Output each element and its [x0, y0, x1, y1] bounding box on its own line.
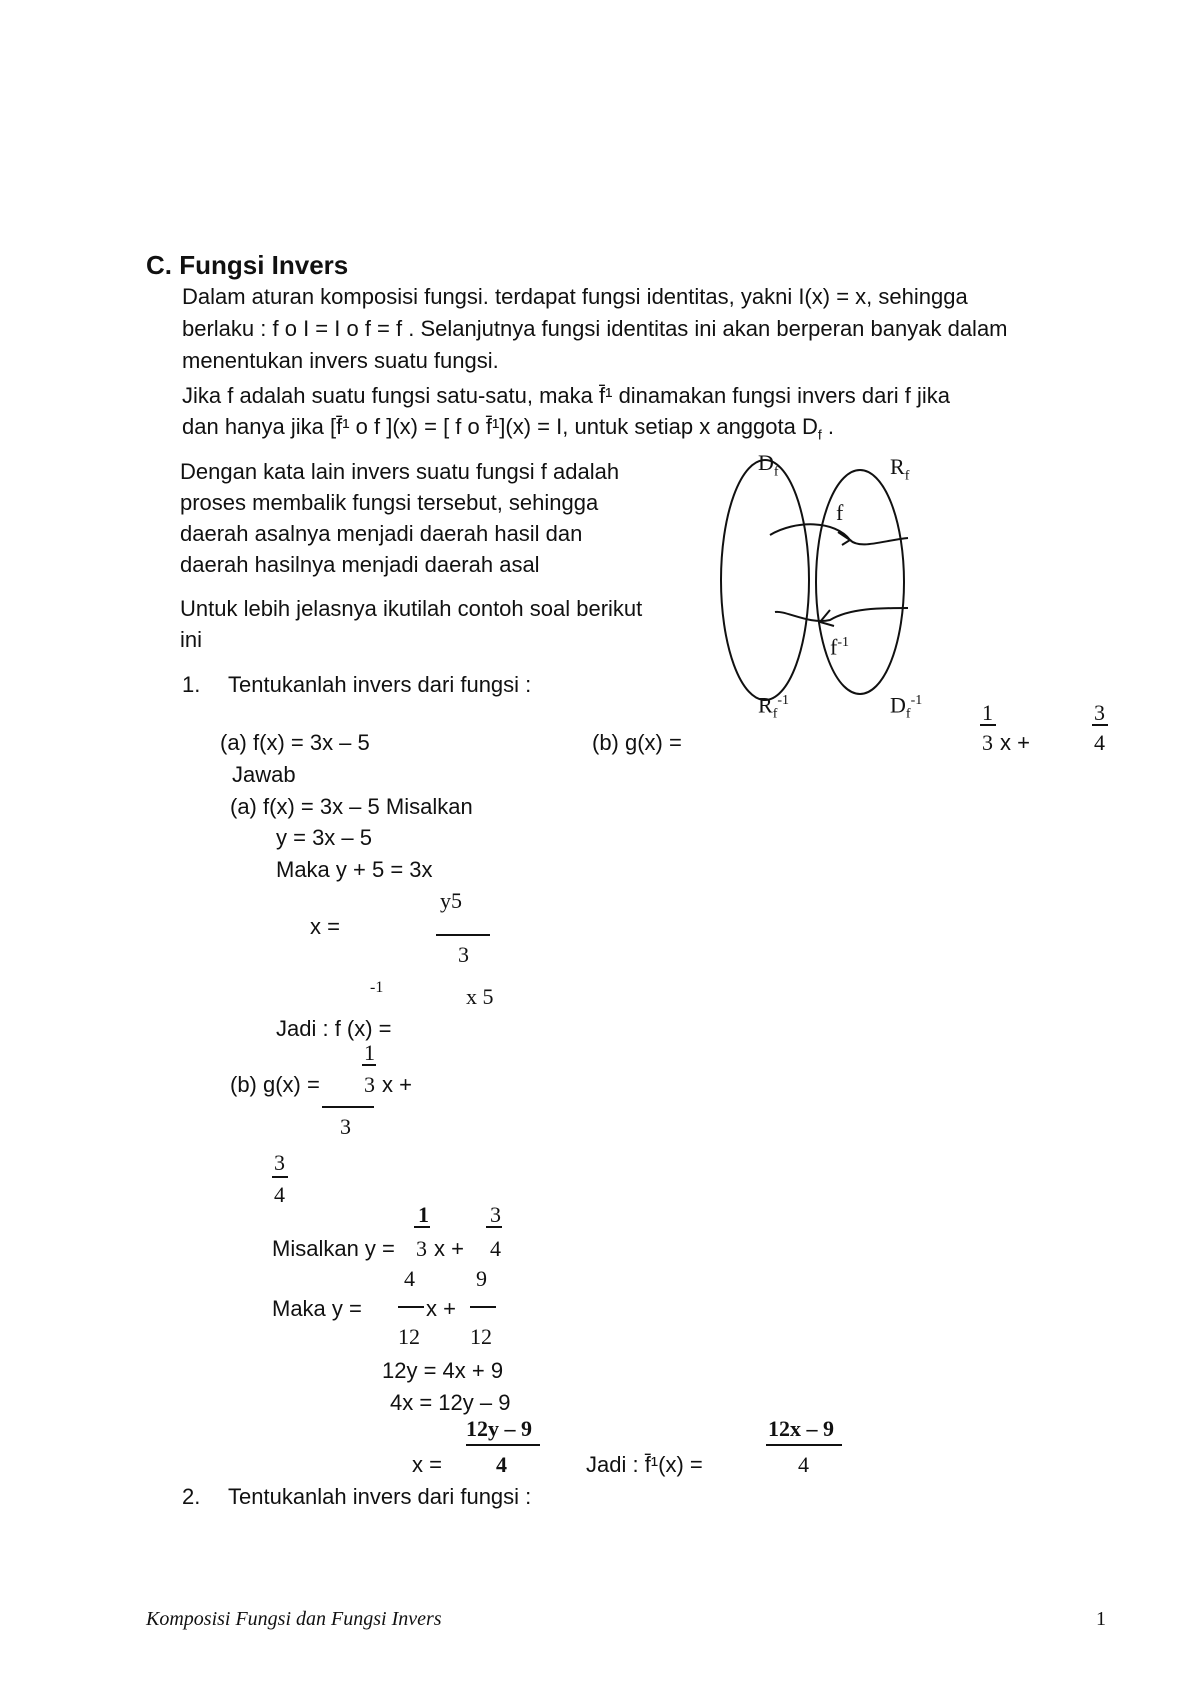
problem-1-text: Tentukanlah invers dari fungsi :	[228, 672, 532, 697]
misalkan-frac2-bar	[486, 1226, 502, 1228]
maka-num-2: 9	[476, 1266, 487, 1291]
answer-b-frac2-den: 4	[274, 1182, 285, 1207]
rf-subscript: f	[904, 468, 910, 484]
maka-den-2: 12	[470, 1324, 492, 1349]
f-arrow	[770, 524, 908, 544]
intro-line-1: Dalam aturan komposisi fungsi. terdapat fungsi identitas, yakni I(x) = x, sehingga	[182, 284, 968, 309]
answer-a-jadi: Jadi : f (x) =	[276, 1016, 392, 1041]
answer-b-x-plus: x +	[382, 1072, 412, 1097]
problem-2-number: 2.	[182, 1484, 201, 1509]
rf-inv-letter: R	[758, 692, 773, 718]
maka-label: Maka y =	[272, 1296, 362, 1321]
intro-line-5	[182, 414, 834, 447]
answer-b-den2: 3	[340, 1114, 351, 1139]
df-subscript: f	[773, 464, 779, 480]
problem-1b-frac1-num: 1	[982, 700, 993, 725]
misalkan-x-plus: x +	[434, 1236, 464, 1261]
maka-num-1: 4	[404, 1266, 415, 1291]
answer-b-frac2-num: 3	[274, 1150, 285, 1175]
finv-superscript: -1	[837, 635, 849, 650]
intro-line-3: menentukan invers suatu fungsi.	[182, 348, 499, 373]
jadi-frac-bar	[766, 1444, 842, 1446]
answer-a-result-num: x 5	[466, 984, 494, 1009]
misalkan-label: Misalkan y =	[272, 1236, 395, 1261]
misalkan-frac1-den: 3	[416, 1236, 427, 1261]
intro-line-2: berlaku : f o I = I o f = f . Selanjutnya fungsi identitas ini akan berperan banyak dalam	[182, 316, 1008, 341]
x-frac-bar	[466, 1444, 540, 1446]
x-frac-num: 12y – 9	[466, 1416, 532, 1441]
answer-a-frac-den: 3	[458, 942, 469, 967]
diagram-label-rf-inv	[758, 688, 789, 728]
finv-letter: f	[830, 634, 838, 660]
problem-1b-frac2-num: 3	[1094, 700, 1105, 725]
jadi-frac-num: 12x – 9	[768, 1416, 834, 1441]
df-inv-subscript: f	[905, 706, 911, 722]
footer-title: Komposisi Fungsi dan Fungsi Invers	[146, 1608, 442, 1630]
problem-1b-x-plus: x +	[1000, 730, 1030, 755]
followup-line-2: ini	[180, 627, 203, 652]
problem-1b-frac1-den: 3	[982, 730, 993, 755]
rf-inv-superscript: -1	[777, 693, 790, 708]
maka-frac1-bar	[398, 1306, 424, 1308]
answer-b-frac1-den: 3	[364, 1072, 375, 1097]
maka-den-1: 12	[398, 1324, 420, 1349]
answer-a-line-2: y = 3x – 5	[276, 825, 373, 850]
diagram-label-df-inv	[890, 688, 922, 728]
diagram-label-rf	[890, 454, 909, 489]
answer-b-frac-bar	[322, 1106, 374, 1108]
range-ellipse	[816, 470, 904, 694]
answer-a-line-3: Maka y + 5 = 3x	[276, 857, 433, 882]
intro-line-5-end: .	[821, 414, 834, 439]
x-frac-den: 4	[496, 1452, 507, 1477]
page-number: 1	[1096, 1608, 1106, 1630]
answer-a-inv-sup: -1	[370, 979, 384, 996]
problem-1a: (a) f(x) = 3x – 5	[220, 730, 370, 755]
jadi-label: Jadi : f̄¹(x) =	[586, 1452, 703, 1477]
answer-b-frac2-bar	[272, 1176, 288, 1178]
diagram-label-f: f	[836, 500, 844, 525]
problem-1b-frac2-den: 4	[1094, 730, 1105, 755]
answer-b-line-1: (b) g(x) =	[230, 1072, 320, 1097]
problem-1b-frac2-bar	[1092, 724, 1108, 726]
step-2: 4x = 12y – 9	[390, 1390, 511, 1415]
jadi-frac-den: 4	[798, 1452, 809, 1477]
domain-subscript: f	[817, 426, 822, 443]
df-inv-letter: D	[890, 692, 906, 718]
followup-line-1: Untuk lebih jelasnya ikutilah contoh soal berikut	[180, 596, 643, 621]
answer-label: Jawab	[232, 762, 296, 787]
problem-1b: (b) g(x) =	[592, 730, 682, 755]
answer-a-line-1: (a) f(x) = 3x – 5 Misalkan	[230, 794, 473, 819]
answer-a-frac-num: y5	[440, 888, 462, 913]
intro-line-4: Jika f adalah suatu fungsi satu-satu, maka f̄¹ dinamakan fungsi invers dari f jika	[182, 383, 950, 408]
domain-ellipse	[721, 460, 809, 700]
explain-line-3: daerah asalnya menjadi daerah hasil dan	[180, 521, 583, 546]
x-eq-label: x =	[412, 1452, 442, 1477]
misalkan-frac2-num: 3	[490, 1202, 501, 1227]
problem-1-number: 1.	[182, 672, 201, 697]
problem-1b-frac1-bar	[980, 724, 996, 726]
rf-inv-subscript: f	[772, 706, 778, 722]
answer-a-x-eq: x =	[310, 914, 340, 939]
section-title: C. Fungsi Invers	[146, 250, 349, 280]
misalkan-frac2-den: 4	[490, 1236, 501, 1261]
rf-letter: R	[890, 454, 905, 479]
df-letter: D	[758, 450, 774, 475]
answer-a-result-frac-bar	[362, 1064, 376, 1066]
explain-line-4: daerah hasilnya menjadi daerah asal	[180, 552, 540, 577]
diagram-label-df	[758, 450, 779, 485]
explain-line-2: proses membalik fungsi tersebut, sehingga	[180, 490, 599, 515]
maka-x-plus: x +	[426, 1296, 456, 1321]
misalkan-frac1-bar	[414, 1226, 430, 1228]
explain-line-1: Dengan kata lain invers suatu fungsi f adalah	[180, 459, 620, 484]
step-1: 12y = 4x + 9	[382, 1358, 504, 1383]
finv-arrow	[775, 608, 908, 621]
df-inv-superscript: -1	[910, 693, 923, 708]
problem-2-text: Tentukanlah invers dari fungsi :	[228, 1484, 532, 1509]
answer-a-result-frac-num: 1	[364, 1040, 375, 1065]
maka-frac2-bar	[470, 1306, 496, 1308]
answer-a-frac-bar	[436, 934, 490, 936]
diagram-label-finv	[830, 630, 849, 660]
misalkan-frac1-num: 1	[418, 1202, 429, 1227]
intro-line-5-text: dan hanya jika [f̄¹ o f ](x) = [ f o f̄¹](x) = I, untuk setiap x anggota D	[182, 414, 818, 439]
function-mapping-diagram	[720, 450, 970, 720]
